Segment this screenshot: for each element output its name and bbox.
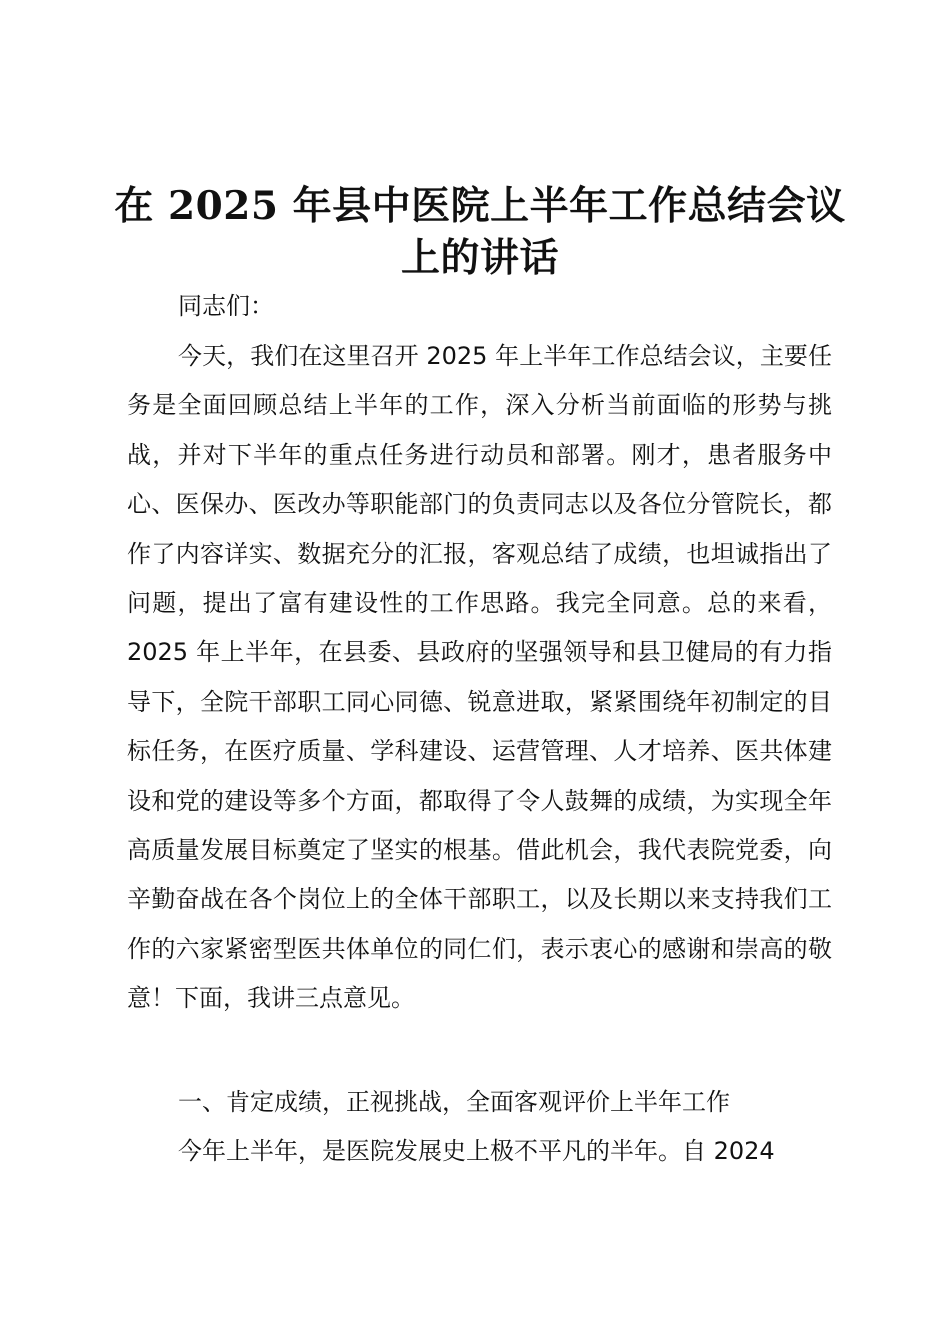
salutation: 同志们： (178, 292, 274, 320)
paragraph-opening: 今天，我们在这里召开 2025 年上半年工作总结会议，主要任务是全面回顾总结上半年的工作，深入分析当前面临的形势与挑战，并对下半年的重点任务进行动员和部署。刚才，患者服务中心、医保办、医改办等职能部门的负责同志以及各位分管院长，都作了内容详实、数据充分的汇报，客观总结了成绩，也坦诚指出了问题，提出了富有建设性的工作思路。我完全同意。总的来看，2025 年上半年，在县委、县政府的坚强领导和县卫健局的有力指导下，全院干部职工同心同德、锐意进取，紧紧围绕年初制定的目标任务，在医疗质量、学科建设、运营管理、人才培养、医共体建设和党的建设等多个方面，都取得了令人鼓舞的成绩，为实现全年高质量发展目标奠定了坚实的根基。借此机会，我代表院党委，向辛勤奋战在各个岗位上的全体干部职工，以及长期以来支持我们工作的六家紧密型医共体单位的同仁们，表示衷心的感谢和崇高的敬意！下面，我讲三点意见。 (127, 342, 832, 1013)
section-heading-1: 一、肯定成绩，正视挑战，全面客观评价上半年工作 (178, 1088, 730, 1116)
document-title: 在 2025 年县中医院上半年工作总结会议上的讲话 (114, 183, 846, 281)
paragraph-section-1: 今年上半年，是医院发展史上极不平凡的半年。自 2024 (178, 1137, 775, 1165)
